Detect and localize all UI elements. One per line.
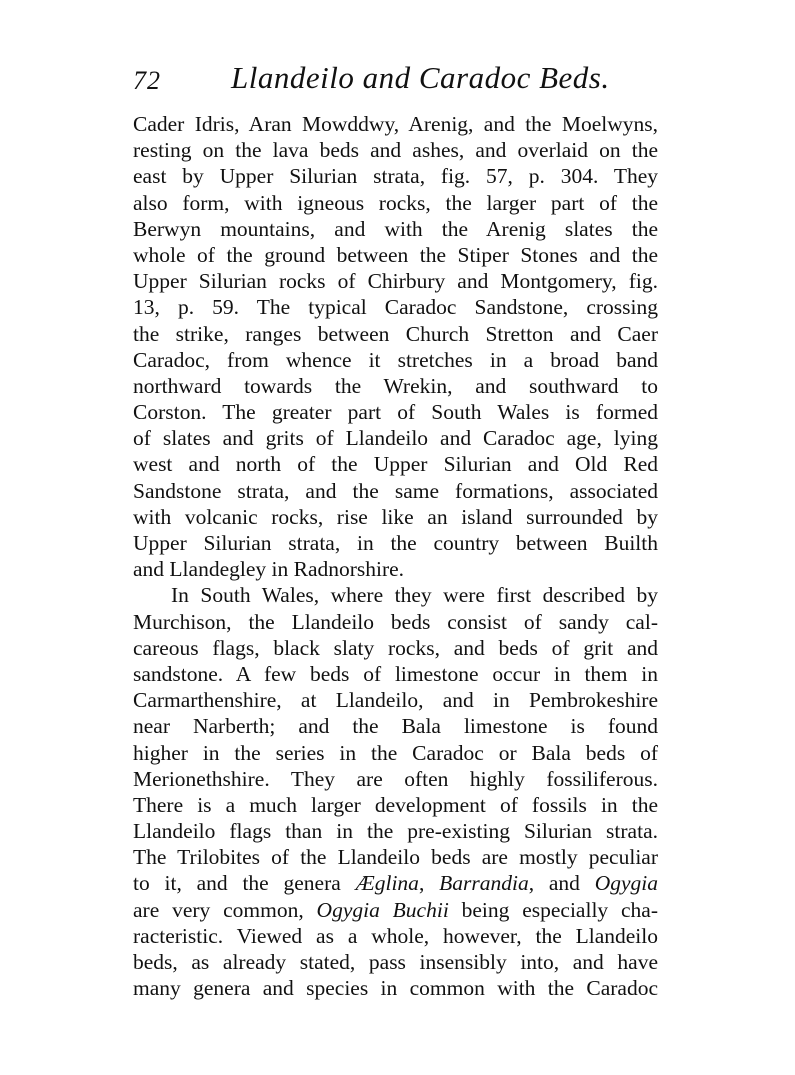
text-run: are very common, (133, 897, 317, 922)
text-line: west and north of the Upper Silurian and Old Red (133, 452, 658, 477)
text-line: many genera and species in common with the Caradoc (133, 976, 658, 1001)
text-line: Merionethshire. They are often highly fossiliferous. (133, 766, 658, 791)
text-line: 13, p. 59. The typical Caradoc Sandstone, crossing (133, 295, 658, 320)
text-line: whole of the ground between the Stiper Stones and the (133, 242, 658, 267)
running-head (133, 60, 663, 100)
text-line: Upper Silurian strata, in the country between Builth (133, 531, 658, 555)
text-line: and Llandegley in Radnorshire. (133, 557, 405, 582)
species-name-ogygia-buchii: Ogygia Buchii (316, 897, 449, 922)
text-run: , (418, 871, 440, 896)
text-line: higher in the series in the Caradoc or Bala beds of (133, 740, 658, 765)
text-line: northward towards the Wrekin, and southward to (133, 373, 658, 398)
text-line: Carmarthenshire, at Llandeilo, and in Pembrokeshire (133, 688, 658, 713)
text-line: the strike, ranges between Church Stretton and Caer (133, 321, 658, 346)
text-line: beds, as already stated, pass insensibly into, and have (133, 950, 658, 974)
text-line: sandstone. A few beds of limestone occur in them in (133, 661, 658, 686)
text-line: Sandstone strata, and the same formations, associated (133, 478, 658, 503)
genus-name-aeglina: Æglina (355, 871, 419, 896)
text-line: Llandeilo flags than in the pre-existing Silurian strata. (133, 819, 658, 844)
text-line: Caradoc, from whence it stretches in a broad band (133, 347, 658, 372)
paragraph-south-wales (133, 582, 658, 1001)
genus-name-barrandia: Barrandia (439, 871, 529, 896)
text-line: with volcanic rocks, rise like an island surrounded by (133, 504, 658, 529)
body-text (133, 111, 658, 1001)
genus-name-ogygia: Ogygia (594, 871, 658, 896)
text-line: resting on the lava beds and ashes, and overlaid on the (133, 138, 658, 163)
page-number: 72 (133, 66, 161, 95)
text-run: being especially cha- (448, 897, 658, 922)
text-line: Berwyn mountains, and with the Arenig slates the (133, 216, 658, 241)
text-line: There is a much larger development of fossils in the (133, 792, 658, 817)
text-line: careous flags, black slaty rocks, and beds of grit and (133, 635, 658, 660)
text-line: Corston. The greater part of South Wales is formed (133, 400, 658, 425)
text-line: Cader Idris, Aran Mowddwy, Arenig, and the Moelwyns, (133, 112, 658, 136)
running-title: Llandeilo and Caradoc Beds. (231, 60, 610, 95)
text-line: near Narberth; and the Bala limestone is found (133, 714, 658, 739)
text-line: Upper Silurian rocks of Chirbury and Montgomery, fig. (133, 269, 658, 294)
text-run: to it, and the genera (133, 871, 356, 896)
text-line: east by Upper Silurian strata, fig. 57, p. 304. They (133, 164, 658, 189)
text-line: of slates and grits of Llandeilo and Caradoc age, lying (133, 426, 658, 451)
text-line: In South Wales, where they were first described by (171, 583, 658, 608)
paragraph-continued (133, 111, 658, 582)
text-line-genera (133, 870, 658, 896)
text-line-species (133, 897, 658, 923)
text-line: The Trilobites of the Llandeilo beds are mostly peculiar (133, 845, 658, 870)
text-line: Murchison, the Llandeilo beds consist of sandy cal- (133, 609, 658, 634)
text-line: also form, with igneous rocks, the larger part of the (133, 190, 658, 215)
text-line: racteristic. Viewed as a whole, however, the Llandeilo (133, 923, 658, 948)
text-run: , and (528, 871, 595, 896)
